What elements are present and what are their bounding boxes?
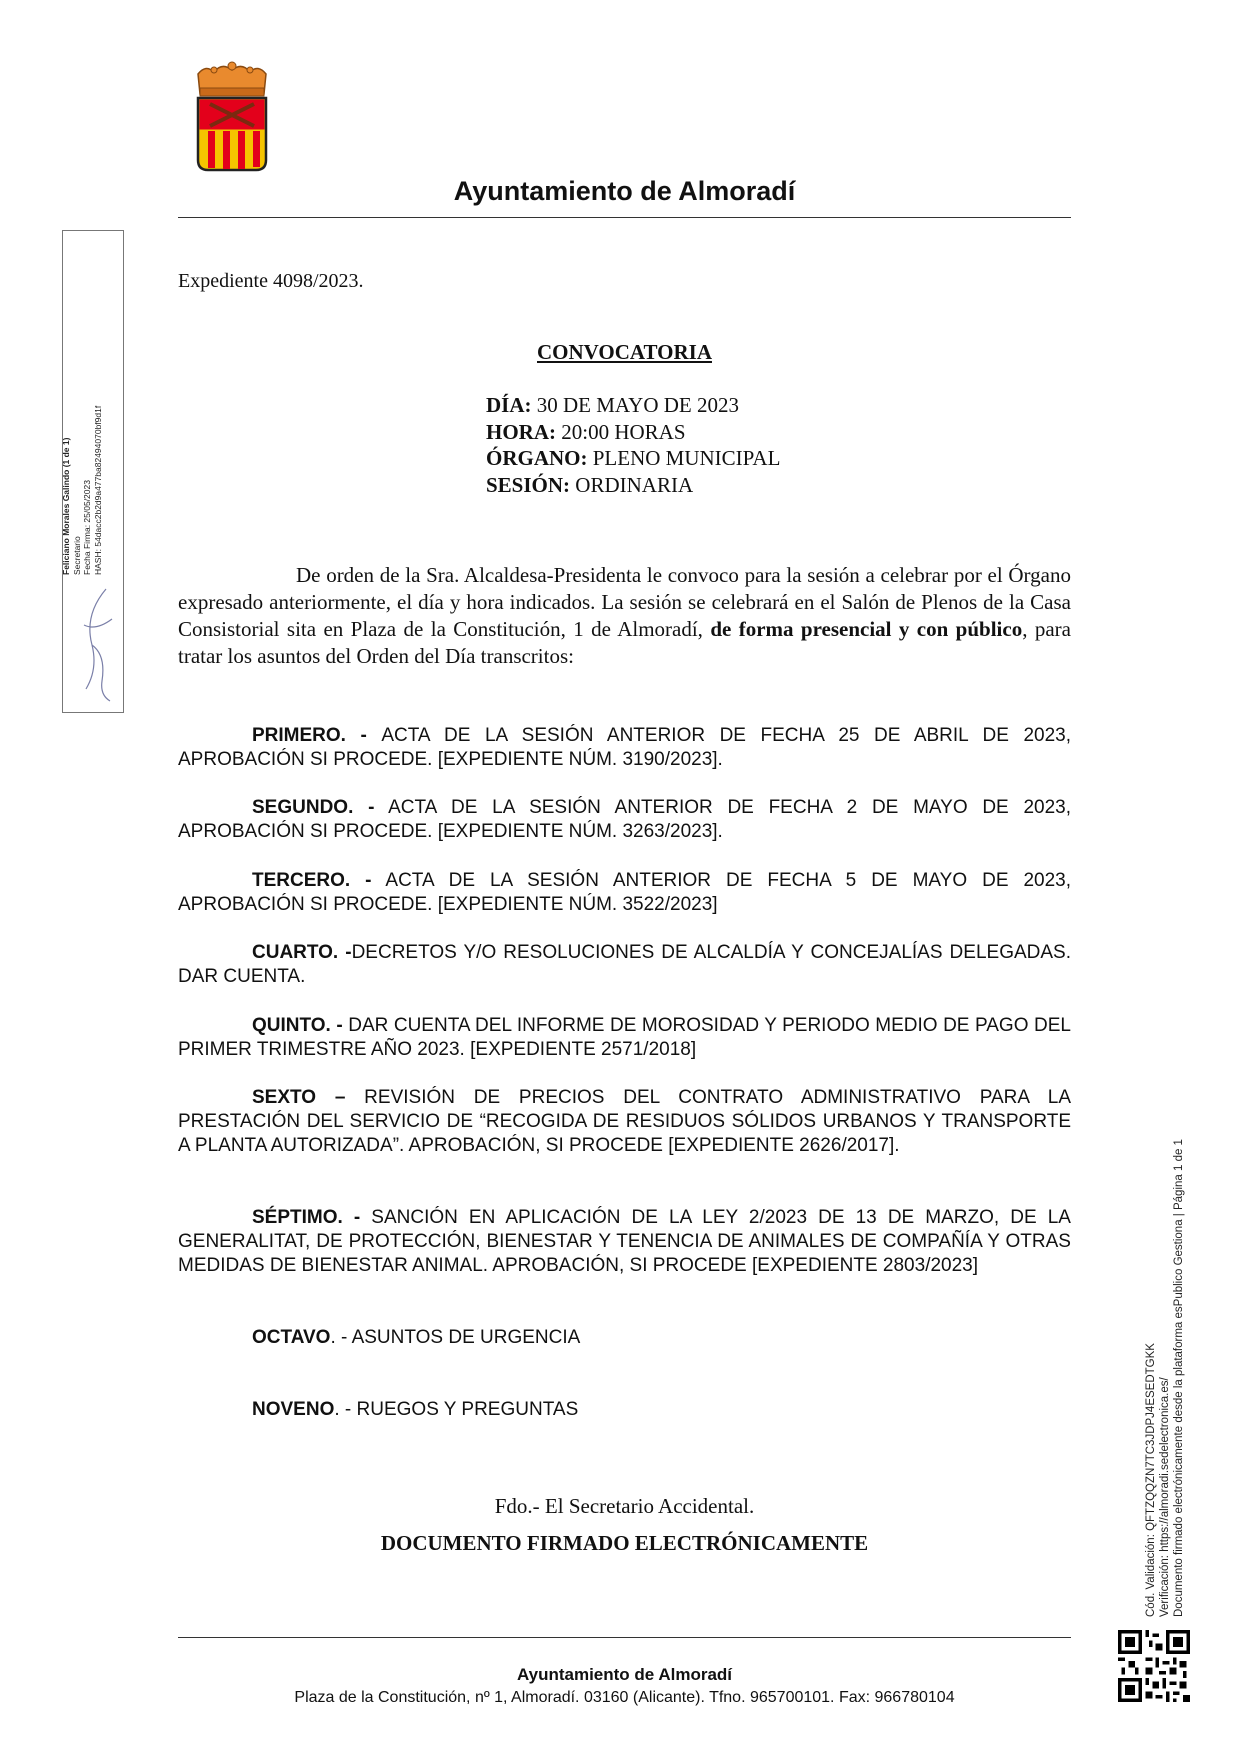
signer-line: Fdo.- El Secretario Accidental. [494,1494,755,1518]
detail-sesion [486,472,780,499]
agenda-item-text: DECRETOS Y/O RESOLUCIONES DE ALCALDÍA Y CONCEJALÍAS DELEGADAS. DAR CUENTA. [178,942,1071,987]
agenda-item-label: CUARTO. - [252,942,352,963]
verification-text [1144,1097,1186,1617]
agenda-item-text: REVISIÓN DE PRECIOS DEL CONTRATO ADMINISTRATIVO PARA LA PRESTACIÓN DEL SERVICIO DE “RECOGIDA DE RESIDUOS SÓLIDOS URBANOS Y TRANSPORTE A PLANTA AUTORIZADA”. APROBACIÓN, SI PROCEDE [EXPEDIENTE 2626/2017]. [178,1087,1071,1156]
dia-label: DÍA: [486,393,532,417]
intro-bold: de forma presencial y con público [710,617,1023,641]
agenda-item [178,1398,1071,1422]
intro-paragraph [178,562,1071,670]
agenda-item [178,796,1071,844]
agenda-item-text: ACTA DE LA SESIÓN ANTERIOR DE FECHA 25 DE ABRIL DE 2023, APROBACIÓN SI PROCEDE. [EXPEDIENTE NÚM. 3190/2023]. [178,725,1072,770]
agenda-item-label: QUINTO. - [252,1015,343,1036]
agenda-item-text: SANCIÓN EN APLICACIÓN DE LA LEY 2/2023 DE 13 DE MARZO, DE LA GENERALITAT, DE PROTECCIÓN, BIENESTAR Y TENENCIA DE ANIMALES DE COMPAÑÍA Y OTRAS MEDIDAS DE BIENESTAR ANIMAL. APROBACIÓN, SI PROCEDE [EXPEDIENTE 2803/2023] [178,1207,1071,1276]
agenda-item-text: ACTA DE LA SESIÓN ANTERIOR DE FECHA 5 DE MAYO DE 2023, APROBACIÓN SI PROCEDE. [EXPEDIENTE NÚM. 3522/2023] [178,870,1072,915]
agenda-item-text: DAR CUENTA DEL INFORME DE MOROSIDAD Y PERIODO MEDIO DE PAGO DEL PRIMER TRIMESTRE AÑO 2023. [EXPEDIENTE 2571/2018] [178,1015,1071,1060]
agenda-item-text: ACTA DE LA SESIÓN ANTERIOR DE FECHA 2 DE MAYO DE 2023, APROBACIÓN SI PROCEDE. [EXPEDIENTE NÚM. 3263/2023]. [178,797,1072,842]
agenda-item-label: PRIMERO. - [252,725,382,746]
agenda-item-label: NOVENO [252,1399,335,1420]
agenda-item [178,1086,1071,1158]
organo-value: PLENO MUNICIPAL [587,446,781,470]
agenda-item [178,1014,1071,1062]
verification-note: Documento firmado electrónicamente desde la plataforma esPublico Gestiona | Página 1 de 1 [1173,1139,1185,1617]
agenda-item-text: . - ASUNTOS DE URGENCIA [330,1327,581,1348]
detail-dia [486,392,780,419]
agenda-item [178,724,1071,772]
signature-date: Fecha Firma: 25/05/2023 [82,480,92,575]
signer-name: Feliciano Morales Galindo (1 de 1) [61,437,71,575]
qr-code-icon [1118,1630,1190,1702]
signed-electronically: DOCUMENTO FIRMADO ELECTRÓNICAMENTE [380,1531,869,1555]
header-divider [178,217,1071,218]
session-details [486,392,780,498]
header-title: Ayuntamiento de Almoradí [453,176,796,206]
intro-text-end: , para tratar los asuntos del Orden del Día transcritos: [178,617,1071,668]
agenda-item-label: SEXTO – [252,1087,346,1108]
verification-url: Verificación: https://almoradi.sedelectronica.es/ [1159,1377,1171,1617]
signer-role: Secretario [71,536,82,575]
agenda-item-text: . - RUEGOS Y PREGUNTAS [334,1399,579,1420]
agenda-item [178,869,1071,917]
agenda-item-label: TERCERO. - [252,870,372,891]
hora-value: 20:00 HORAS [556,419,686,444]
agenda-item [178,941,1071,989]
organo-label: ÓRGANO: [486,446,588,470]
agenda-item-label: OCTAVO [252,1327,331,1348]
hora-label: HORA: [486,419,556,444]
agenda-item [178,1326,1071,1350]
dia-value: 30 DE MAYO DE 2023 [531,393,739,417]
validation-code: Cód. Validación: QFTZQQZN7TC3JDPJ4ESEDTGKK [1145,1343,1157,1617]
footer-address: Plaza de la Constitución, nº 1, Almoradí. 03160 (Alicante). Tfno. 965700101. Fax: 966780104 [294,1689,955,1706]
agenda-item [178,1206,1071,1278]
signature-stamp-text [61,155,103,575]
signature-hash: HASH: 54dacc2b2d9a477ba82494070bf9d1f [92,405,103,575]
detail-hora [486,419,780,446]
footer-name: Ayuntamiento de Almoradí [516,1665,733,1684]
expediente-number: Expediente 4098/2023. [178,270,364,292]
sesion-label: SESIÓN: [486,472,571,497]
footer-divider [178,1637,1071,1638]
detail-organo [486,445,780,472]
convocatoria-title: CONVOCATORIA [537,340,712,364]
sesion-value: ORDINARIA [570,472,694,497]
agenda-item-label: SÉPTIMO. - [252,1207,361,1228]
intro-text: De orden de la Sra. Alcaldesa-Presidenta le convoco para la sesión a celebrar por el Órgano expresado anteriormente, el día y hora indicados. La sesión se celebrará en el Salón de Plenos de la Casa Consistorial sita en Plaza de la Constitución, 1 de Almoradí, [178,563,1071,641]
agenda-item-label: SEGUNDO. - [252,797,375,818]
handwritten-signature-icon [76,585,120,705]
municipal-crest-logo [194,60,270,172]
